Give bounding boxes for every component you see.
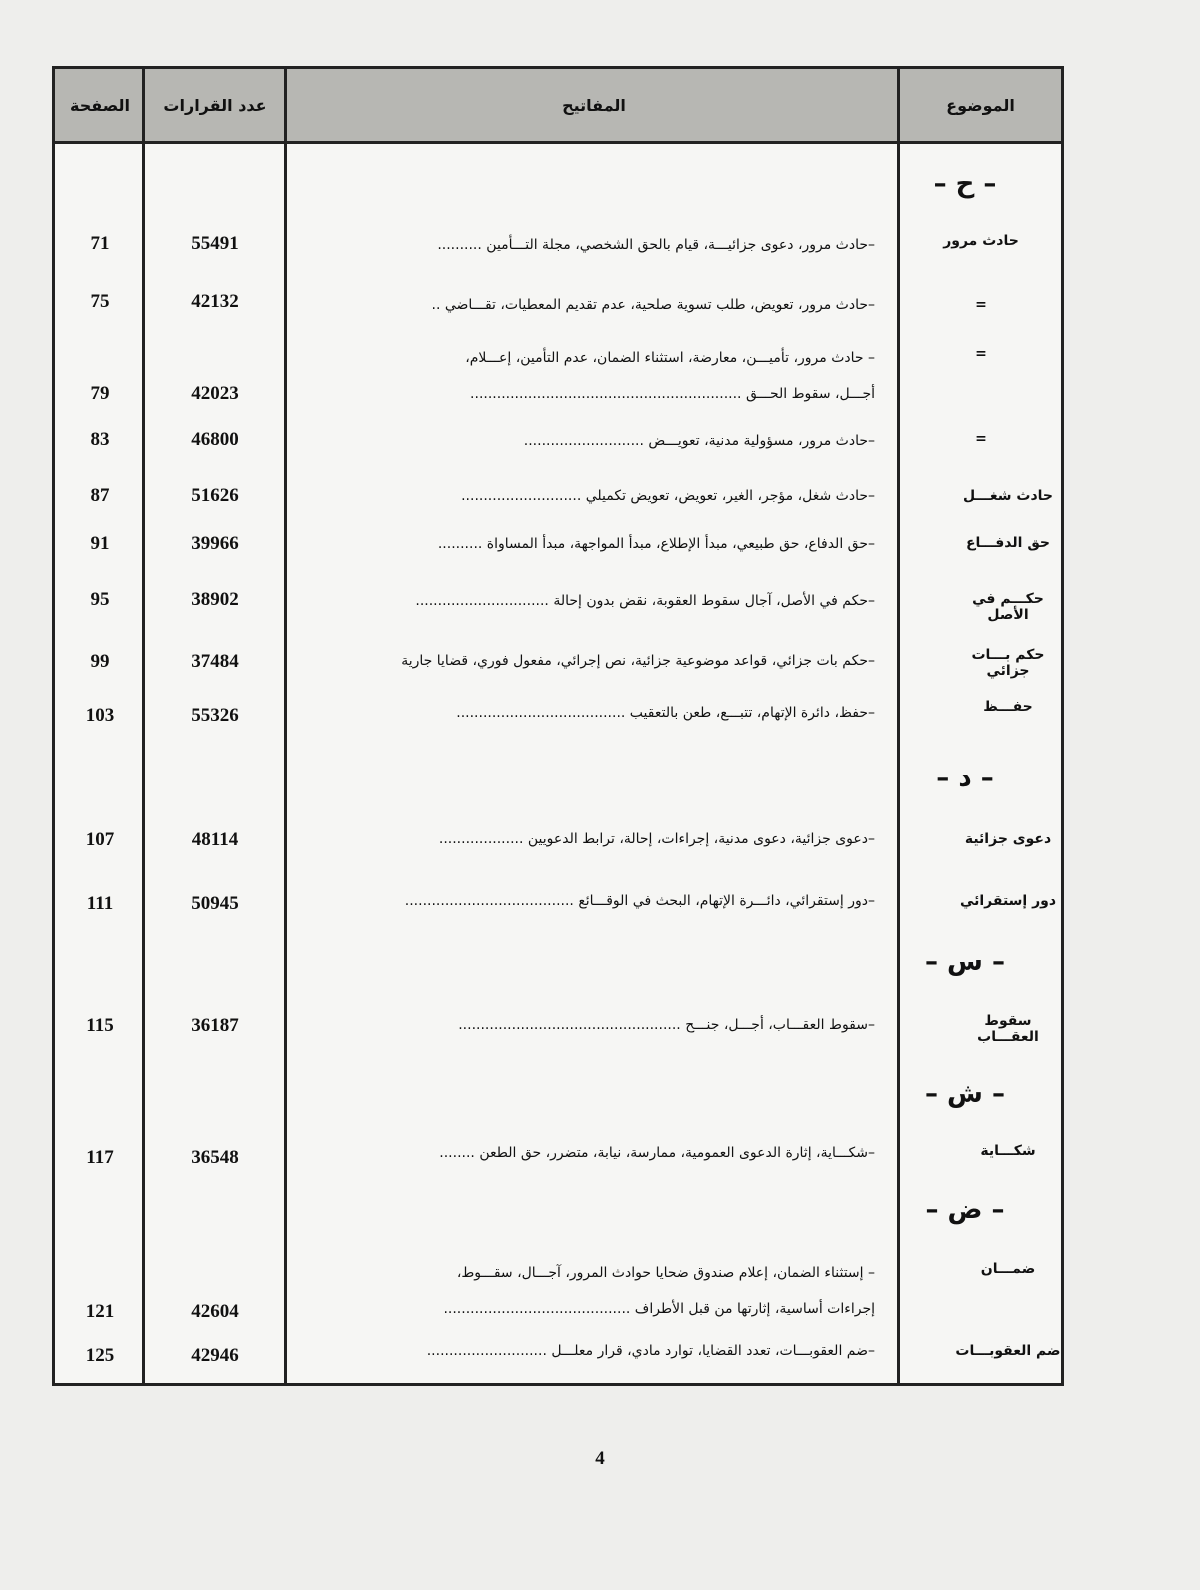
keywords-cell: –حق الدفاع، حق طبيعي، مبدأ الإطلاع، مبدأ المواجهة، مبدأ المساواة ..........: [437, 536, 875, 552]
page-cell: 83: [90, 429, 110, 450]
subject-cell: حفـــظ: [983, 699, 1033, 715]
subject-cell: =: [975, 297, 987, 313]
decisions-cell: 55491: [191, 233, 239, 254]
decisions-cell: 42946: [191, 1345, 239, 1366]
page-cell: 71: [90, 233, 110, 254]
page-cell: 79: [90, 383, 110, 404]
decisions-cell: 37484: [191, 651, 239, 672]
section-letter-sin: – س –: [925, 947, 1005, 977]
keywords-cell: –حادث مرور، دعوى جزائيـــة، قيام بالحق الشخصي، مجلة التـــأمين ..........: [437, 237, 875, 253]
index-table: [52, 66, 1064, 1386]
keywords-cell: –حادث شغل، مؤجر، الغير، تعويض، تعويض تكميلي ...........................: [461, 488, 875, 504]
keywords-cell: –حكم في الأصل، آجال سقوط العقوبة، نقض بدون إحالة ..............................: [415, 593, 875, 609]
decisions-cell: 42604: [191, 1301, 239, 1322]
page-cell: 87: [90, 485, 110, 506]
table-header: [55, 69, 1061, 144]
decisions-cell: 50945: [191, 893, 239, 914]
section-letter-ha: – ح –: [933, 169, 997, 199]
section-letter-dal: – د –: [936, 763, 994, 793]
keywords-cell-line2: إجراءات أساسية، إثارتها من قبل الأطراف ..........................................: [443, 1301, 875, 1317]
subject-cell: ضمـــان: [980, 1261, 1036, 1277]
subject-cell: سقوط العقـــاب: [977, 1013, 1039, 1045]
section-letter-dad: – ض –: [925, 1195, 1005, 1225]
page-cell: 111: [86, 893, 114, 914]
decisions-cell: 42132: [191, 291, 239, 312]
keywords-cell: –حادث مرور، تعويض، طلب تسوية صلحية، عدم تقديم المعطيات، تقـــاضي ..: [431, 297, 875, 313]
header-subject: الموضوع: [946, 95, 1015, 115]
page-cell: 103: [85, 705, 115, 726]
decisions-cell: 48114: [191, 829, 239, 850]
subject-cell: حادث مرور: [943, 233, 1019, 249]
subject-cell: حادث شغـــل: [963, 488, 1053, 504]
keywords-cell: –حكم بات جزائي، قواعد موضوعية جزائية، نص إجرائي، مفعول فوري، قضايا جارية: [401, 653, 875, 669]
page-cell: 125: [85, 1345, 115, 1366]
subject-cell: حكـــم في الأصل: [972, 591, 1044, 623]
keywords-cell: –حادث مرور، مسؤولية مدنية، تعويـــض ...........................: [523, 433, 875, 449]
page-cell: 75: [90, 291, 110, 312]
keywords-cell: –دعوى جزائية، دعوى مدنية، إجراءات، إحالة، ترابط الدعويين ...................: [438, 831, 875, 847]
keywords-cell: –حفظ، دائرة الإتهام، تتبـــع، طعن بالتعقيب ......................................: [456, 705, 875, 721]
decisions-cell: 51626: [191, 485, 239, 506]
subject-cell: =: [975, 346, 987, 362]
subject-cell: حق الدفـــاع: [965, 535, 1051, 551]
page-cell: 115: [86, 1015, 114, 1036]
keywords-cell-line2: أجـــل، سقوط الحـــق .............................................................: [470, 386, 875, 402]
keywords-cell: –سقوط العقـــاب، أجـــل، جنـــح ..................................................: [458, 1017, 875, 1033]
header-page: الصفحة: [70, 95, 131, 115]
page-cell: 91: [90, 533, 110, 554]
subject-cell: ضم العقوبـــات: [955, 1343, 1061, 1359]
column-divider: [897, 69, 900, 1383]
subject-cell: دعوى جزائية: [964, 831, 1052, 847]
keywords-cell: – حادث مرور، تأميـــن، معارضة، استثناء الضمان، عدم التأمين، إعـــلام،: [465, 350, 875, 366]
page-cell: 121: [85, 1301, 115, 1322]
page-number: 4: [595, 1448, 605, 1469]
keywords-cell: –دور إستقرائي، دائـــرة الإتهام، البحث في الوقـــائع ......................................: [404, 893, 875, 909]
decisions-cell: 46800: [191, 429, 239, 450]
keywords-cell: –ضم العقوبـــات، تعدد القضايا، توارد مادي، قرار معلـــل ...........................: [426, 1343, 875, 1359]
decisions-cell: 36548: [191, 1147, 239, 1168]
keywords-cell: –شكـــاية، إثارة الدعوى العمومية، ممارسة، نيابة، متضرر، حق الطعن ........: [439, 1145, 875, 1161]
decisions-cell: 36187: [191, 1015, 239, 1036]
section-letter-shin: – ش –: [925, 1079, 1005, 1109]
page-cell: 99: [90, 651, 110, 672]
header-decisions: عدد القرارات: [163, 95, 267, 115]
decisions-cell: 38902: [191, 589, 239, 610]
subject-cell: دور إستقرائي: [959, 893, 1057, 909]
decisions-cell: 39966: [191, 533, 239, 554]
decisions-cell: 55326: [191, 705, 239, 726]
subject-cell: حكم بـــات جزائي: [971, 647, 1045, 679]
header-keys: المفاتيح: [562, 95, 626, 115]
decisions-cell: 42023: [191, 383, 239, 404]
page-cell: 107: [85, 829, 115, 850]
subject-cell: شكـــاية: [980, 1143, 1036, 1159]
keywords-cell: – إستثناء الضمان، إعلام صندوق ضحايا حوادث المرور، آجـــال، سقـــوط،: [456, 1265, 875, 1281]
page-cell: 117: [86, 1147, 114, 1168]
page-cell: 95: [90, 589, 110, 610]
subject-cell: =: [975, 431, 987, 447]
